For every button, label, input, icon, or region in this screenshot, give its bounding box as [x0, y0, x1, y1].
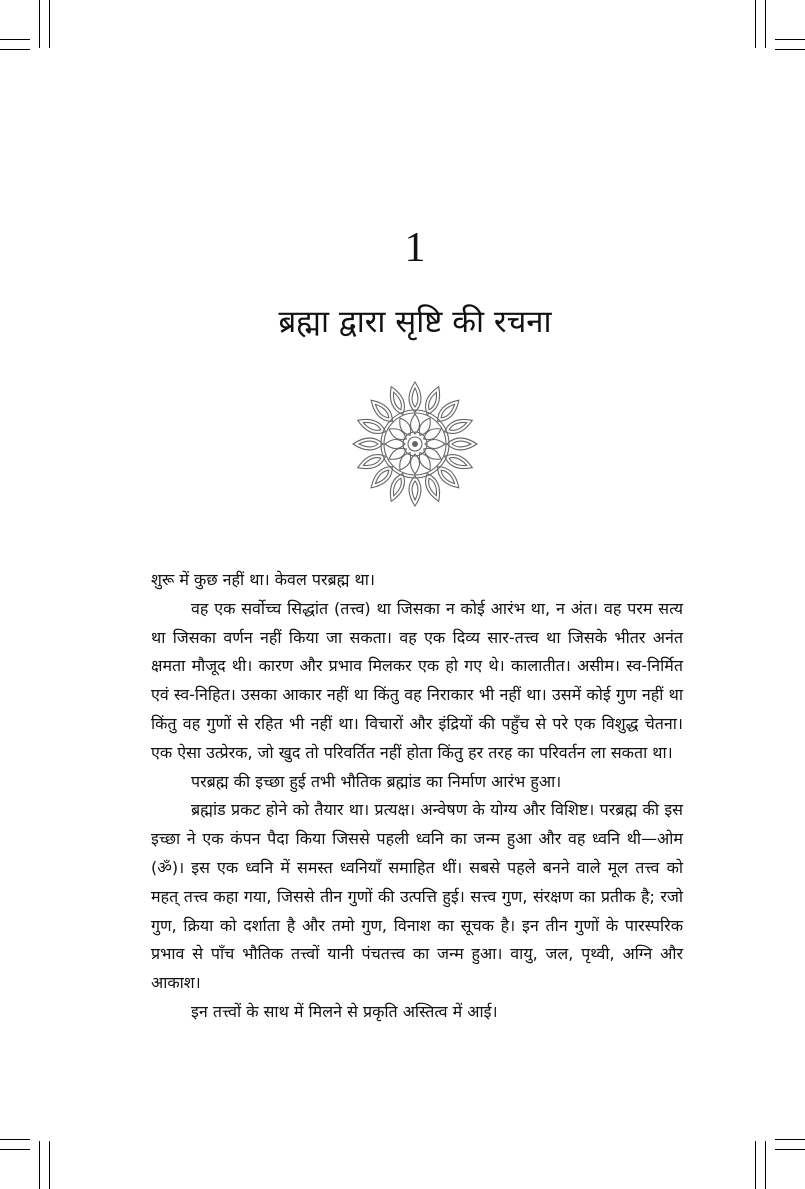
- crop-mark-bottom-left-h2: [0, 1149, 30, 1150]
- chapter-title: ब्रह्मा द्वारा सृष्टि की रचना: [278, 304, 552, 340]
- mandala-ornament-icon: [351, 380, 479, 508]
- paragraph: इन तत्त्वों के साथ में मिलने से प्रकृति अस्तित्व में आई।: [191, 1001, 498, 1021]
- paragraph: परब्रह्म की इच्छा हुई तभी भौतिक ब्रह्मांड का निर्माण आरंभ हुआ।: [191, 771, 562, 791]
- chapter-number: 1: [404, 225, 426, 271]
- crop-mark-top-right-h1: [775, 39, 805, 40]
- crop-mark-top-left-h2: [0, 49, 30, 50]
- crop-mark-bottom-right-h1: [775, 1139, 805, 1140]
- paragraph: वह एक सर्वोच्च सिद्धांत (तत्त्व) था जिसका न कोई आरंभ था, न अंत। वह परम सत्य था जिसका वर्णन नहीं किया जा सकता। वह एक दिव्य सार-तत्त्व था जिसके भीतर अनंत क्षमता मौजूद थी। कारण और प्रभाव मिलकर एक हो गए थे। कालातीत। असीम। स्व-निर्मित एवं स्व-निहित। उसका आकार नहीं था किंतु वह निराकार भी नहीं था। उसमें कोई गुण नहीं था किंतु वह गुणों से रहित भी नहीं था। विचारों और इंद्रियों की पहुँच से परे एक विशुद्ध चेतना। एक ऐसा उत्प्रेरक, जो खुद तो परिवर्तित नहीं होता किंतु हर तरह का परिवर्तन ला सकता था।: [151, 598, 683, 762]
- paragraph: शुरू में कुछ नहीं था। केवल परब्रह्म था।: [151, 570, 375, 589]
- crop-mark-top-right-v1: [755, 0, 756, 48]
- crop-mark-bottom-right-v2: [765, 1141, 766, 1189]
- crop-mark-top-left-v1: [39, 0, 40, 48]
- crop-mark-bottom-right-h2: [775, 1149, 805, 1150]
- crop-mark-bottom-left-v2: [49, 1141, 50, 1189]
- crop-mark-top-left-v2: [49, 0, 50, 48]
- crop-mark-bottom-right-v1: [755, 1141, 756, 1189]
- crop-mark-top-right-h2: [775, 49, 805, 50]
- crop-mark-bottom-left-v1: [39, 1141, 40, 1189]
- crop-mark-top-right-v2: [765, 0, 766, 48]
- body-text: [151, 566, 683, 1027]
- crop-mark-bottom-left-h1: [0, 1139, 30, 1140]
- paragraph: ब्रह्मांड प्रकट होने को तैयार था। प्रत्यक्ष। अन्वेषण के योग्य और विशिष्ट। परब्रह्म की इस इच्छा ने एक कंपन पैदा किया जिससे पहली ध्वनि का जन्म हुआ और वह ध्वनि थी—ओम (ॐ)। इस एक ध्वनि में समस्त ध्वनियाँ समाहित थीं। सबसे पहले बनने वाले मूल तत्त्व को महत् तत्त्व कहा गया, जिससे तीन गुणों की उत्पत्ति हुई। सत्त्व गुण, संरक्षण का प्रतीक है; रजो गुण, क्रिया को दर्शाता है और तमो गुण, विनाश का सूचक है। इन तीन गुणों के पारस्परिक प्रभाव से पाँच भौतिक तत्त्वों यानी पंचतत्त्व का जन्म हुआ। वायु, जल, पृथ्वी, अग्नि और आकाश।: [151, 800, 683, 993]
- crop-mark-top-left-h1: [0, 39, 30, 40]
